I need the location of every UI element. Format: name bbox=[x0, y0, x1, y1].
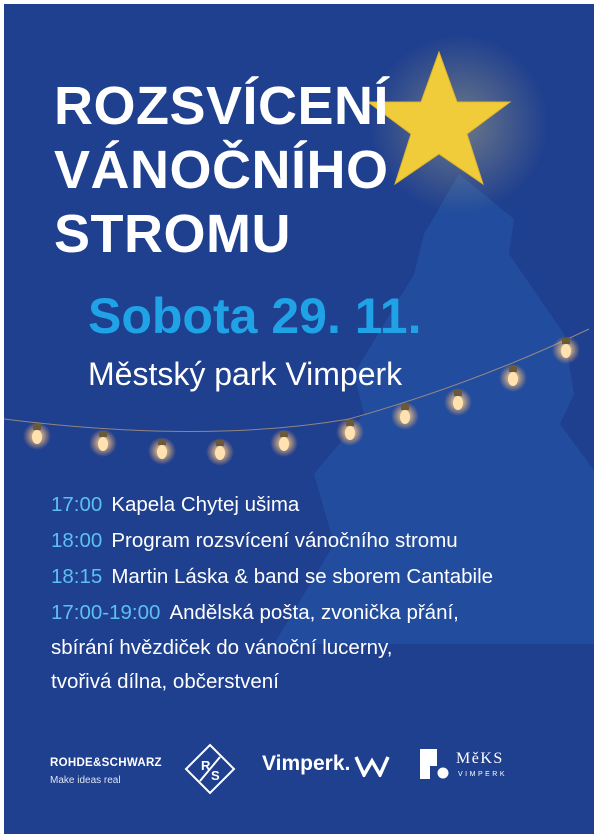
title-line: ROZSVÍCENÍ bbox=[54, 76, 390, 136]
meks-logo-subtitle: VIMPERK bbox=[458, 771, 508, 778]
light-bulb bbox=[89, 429, 117, 457]
program-list bbox=[51, 487, 581, 699]
program-text-continued: tvořivá dílna, občerstvení bbox=[51, 670, 279, 693]
light-bulb bbox=[391, 402, 419, 430]
program-text: Andělská pošta, zvonička přání, bbox=[169, 601, 459, 624]
sponsor-logos bbox=[4, 739, 594, 809]
program-text: Program rozsvícení vánočního stromu bbox=[111, 529, 458, 552]
program-item bbox=[51, 487, 581, 523]
vimperk-logo: Vimperk. bbox=[262, 752, 351, 775]
program-time: 17:00-19:00 bbox=[51, 601, 161, 624]
light-bulb bbox=[336, 418, 364, 446]
svg-text:S: S bbox=[211, 768, 220, 783]
event-title bbox=[54, 74, 389, 266]
program-text: Martin Láska & band se sborem Cantabile bbox=[111, 565, 494, 588]
program-time: 18:00 bbox=[51, 529, 103, 552]
program-text-continued: sbírání hvězdiček do vánoční lucerny, bbox=[51, 636, 393, 659]
event-venue: Městský park Vimperk bbox=[88, 356, 403, 392]
program-time: 17:00 bbox=[51, 493, 103, 516]
program-time: 18:15 bbox=[51, 565, 103, 588]
program-item bbox=[51, 595, 581, 631]
light-bulb bbox=[206, 438, 234, 466]
svg-text:R: R bbox=[201, 758, 211, 773]
light-bulb bbox=[499, 364, 527, 392]
vimperk-w-icon bbox=[354, 755, 390, 777]
light-bulb bbox=[148, 437, 176, 465]
light-bulb bbox=[23, 422, 51, 450]
event-date: Sobota 29. 11. bbox=[88, 288, 422, 344]
program-text: Kapela Chytej ušima bbox=[111, 493, 300, 516]
rs-emblem-icon bbox=[184, 743, 236, 795]
program-item bbox=[51, 523, 581, 559]
light-bulb bbox=[552, 336, 580, 364]
title-line: STROMU bbox=[54, 204, 291, 264]
rohde-schwarz-tagline: Make ideas real bbox=[50, 775, 121, 786]
meks-logo-text: MěKS bbox=[456, 750, 504, 767]
program-item bbox=[51, 559, 581, 595]
meks-logo-icon bbox=[420, 749, 450, 779]
rohde-schwarz-logo: ROHDE&SCHWARZ bbox=[50, 757, 162, 769]
light-bulb bbox=[270, 429, 298, 457]
poster bbox=[4, 4, 594, 834]
light-bulb bbox=[444, 388, 472, 416]
title-line: VÁNOČNÍHO bbox=[54, 140, 389, 200]
